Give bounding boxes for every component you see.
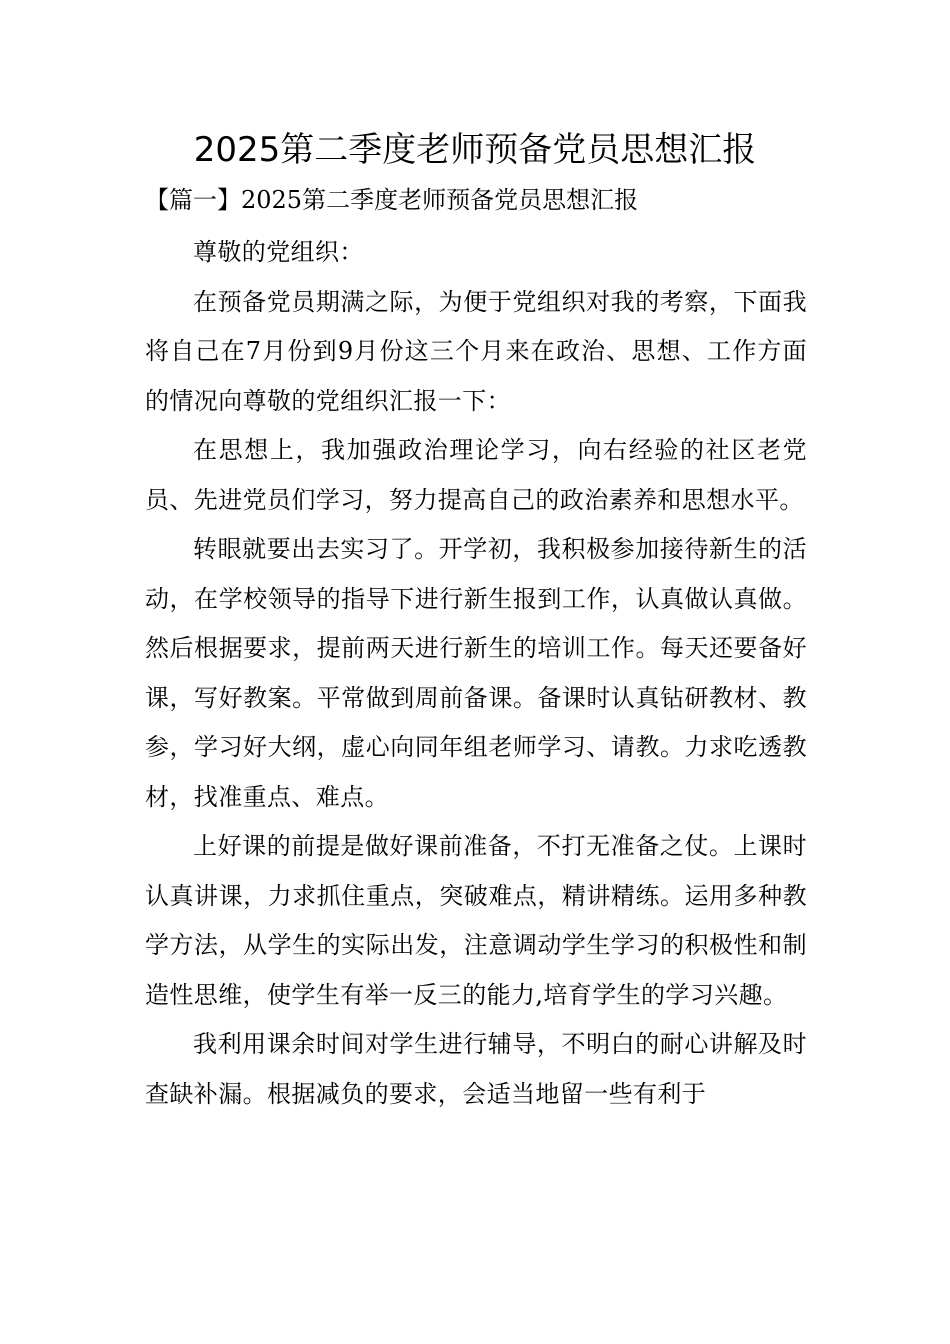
paragraph-4: 上好课的前提是做好课前准备，不打无准备之仗。上课时认真讲课，力求抓住重点，突破难点，精讲精练。运用多种教学方法，从学生的实际出发，注意调动学生学习的积极性和制造性思维，使学生有举一反三的能力,培育学生的学习兴趣。 (145, 832, 807, 1009)
paragraph-3: 转眼就要出去实习了。开学初，我积极参加接待新生的活动，在学校领导的指导下进行新生报到工作，认真做认真做。然后根据要求，提前两天进行新生的培训工作。每天还要备好课，写好教案。平常做到周前备课。备课时认真钻研教材、教参，学习好大纲，虚心向同年组老师学习、请教。力求吃透教材，找准重点、难点。 (145, 535, 807, 811)
paragraph-2: 在思想上，我加强政治理论学习，向右经验的社区老党员、先进党员们学习，努力提高自己的政治素养和思想水平。 (145, 436, 807, 514)
document-title: 2025第二季度老师预备党员思想汇报 (193, 130, 757, 170)
section-heading: 【篇一】2025第二季度老师预备党员思想汇报 (145, 186, 639, 214)
paragraph-5: 我利用课余时间对学生进行辅导，不明白的耐心讲解及时查缺补漏。根据减负的要求，会适当地留一些有利于 (145, 1030, 807, 1108)
document-body (145, 228, 807, 1119)
salutation: 尊敬的党组织： (193, 238, 364, 266)
paragraph-1: 在预备党员期满之际，为便于党组织对我的考察，下面我将自己在7月份到9月份这三个月来在政治、思想、工作方面的情况向尊敬的党组织汇报一下： (145, 287, 807, 415)
